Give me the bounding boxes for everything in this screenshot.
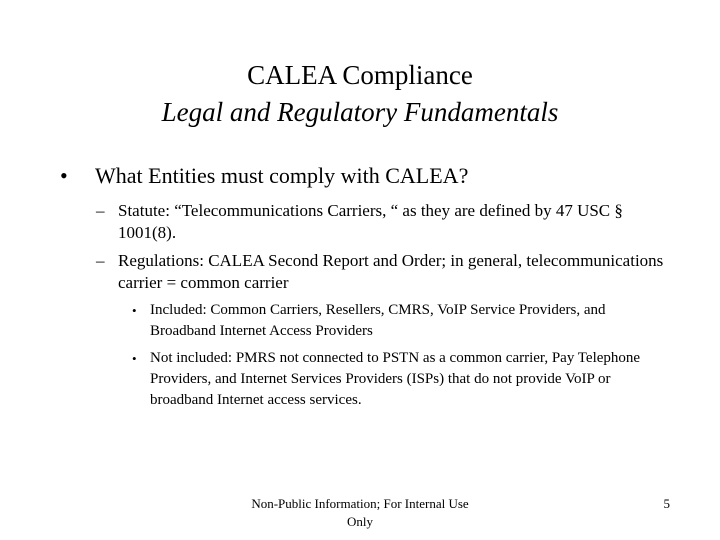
sub-bullet-regulations: [96, 250, 676, 294]
sub-sub-bullet-not-included: [132, 348, 672, 411]
dot-marker: •: [132, 351, 137, 366]
footer-text: Non-Public Information; For Internal Use Only: [251, 496, 469, 529]
title-main: CALEA Compliance: [247, 60, 473, 90]
dash-marker: –: [96, 201, 105, 220]
sub-sub-bullet-text: Not included: PMRS not connected to PSTN as a common carrier, Pay Telephone Providers, and Internet Services Providers (ISPs) that do not provide VoIP or broadband Internet access services.: [150, 350, 641, 408]
page-number: 5: [663, 496, 670, 511]
sub-sub-bullet-included: [132, 300, 672, 342]
sub-bullet-statute: [96, 200, 676, 244]
dot-marker: •: [132, 303, 137, 318]
sub-sub-bullet-text: Included: Common Carriers, Resellers, CMRS, VoIP Service Providers, and Broadband Internet Access Providers: [150, 302, 606, 339]
title-subtitle: Legal and Regulatory Fundamentals: [161, 97, 559, 127]
sub-bullet-text: Statute: “Telecommunications Carriers, “ as they are defined by 47 USC § 1001(8).: [118, 201, 623, 242]
dash-marker: –: [96, 251, 105, 270]
bullet-text: What Entities must comply with CALEA?: [95, 163, 469, 188]
bullet-marker: •: [60, 163, 68, 188]
slide-title: [0, 57, 720, 131]
sub-bullet-text: Regulations: CALEA Second Report and Order; in general, telecommunications carrier = common carrier: [118, 251, 664, 292]
